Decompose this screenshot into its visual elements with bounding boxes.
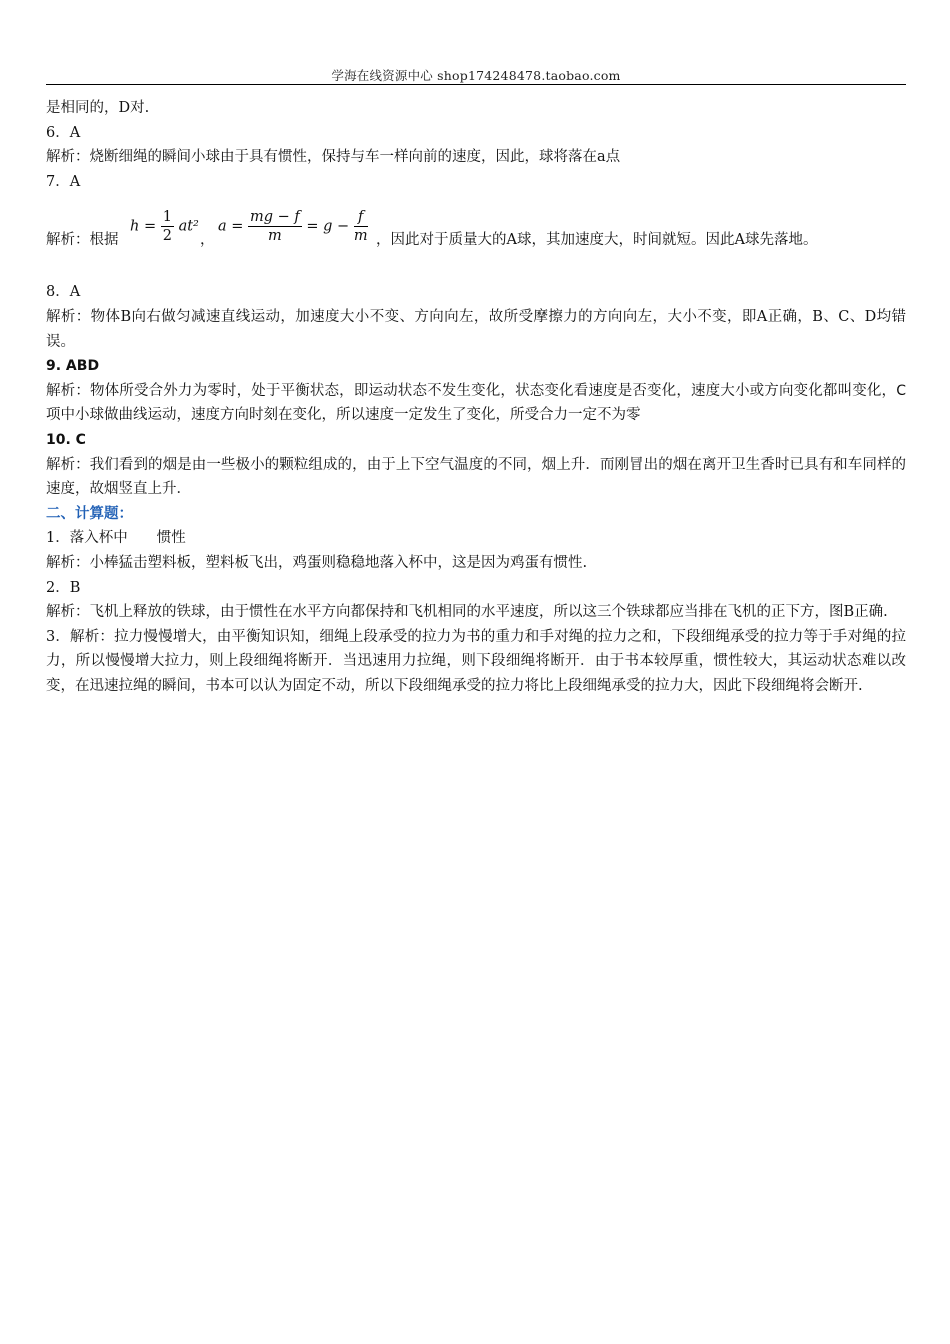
document-body — [46, 96, 906, 698]
analysis-7-suffix: ，因此对于质量大的A球，其加速度大，时间就短。因此A球先落地。 — [376, 232, 818, 249]
answer-8: 8．A — [46, 284, 81, 301]
answer-7: 7．A — [46, 173, 81, 190]
calc-answer-1: 1．落入杯中 惯性 — [46, 530, 186, 547]
analysis-7-prefix: 解析：根据 — [46, 232, 119, 249]
analysis-10: 解析：我们看到的烟是由一些极小的颗粒组成的，由于上下空气温度的不同，烟上升．而刚冒出的烟在离开卫生香时已具有和车同样的速度，故烟竖直上升． — [46, 456, 906, 498]
continued-line: 是相同的，D对. — [46, 100, 150, 116]
calc-analysis-1: 解析：小棒猛击塑料板，塑料板飞出，鸡蛋则稳稳地落入杯中，这是因为鸡蛋有惯性. — [46, 554, 588, 571]
fraction-half: $\frac{1}{2}$ — [162, 209, 172, 245]
calc-analysis-2: 解析：飞机上释放的铁球，由于惯性在水平方向都保持和飞机相同的水平速度，所以这三个铁球都应当排在飞机的正下方，图B正确. — [46, 604, 888, 621]
formula-a: a = $\frac{mg - f}{m}$ = g − $\frac{f}{m}$ — [218, 209, 368, 245]
answer-10: 10. C — [46, 431, 86, 448]
fraction-f-m: $\frac{f}{m}$ — [353, 209, 368, 245]
analysis-8: 解析：物体B向右做匀减速直线运动，加速度大小不变、方向向左，故所受摩擦力的方向向左，大小不变，即A正确，B、C、D均错误。 — [46, 308, 906, 350]
formula-h: h = $\frac{1}{2}$ at² — [130, 209, 199, 245]
calc-answer-2: 2．B — [46, 579, 81, 596]
page-header: 学海在线资源中心 shop174248478.taobao.com — [331, 68, 621, 83]
analysis-9: 解析：物体所受合外力为零时，处于平衡状态，即运动状态不发生变化，状态变化看速度是否变化，速度大小或方向变化都叫变化，C项中小球做曲线运动，速度方向时刻在变化，所以速度一定发生了变化，所受合力一定不为零 — [46, 382, 906, 424]
formula-separator: ， — [200, 232, 215, 249]
header-divider — [46, 84, 906, 85]
fraction-mgf-m: $\frac{mg - f}{m}$ — [250, 209, 300, 245]
analysis-7 — [46, 194, 906, 266]
answer-6: 6．A — [46, 124, 81, 141]
analysis-6: 解析：烧断细绳的瞬间小球由于具有惯性，保持与车一样向前的速度，因此，球将落在a点 — [46, 149, 621, 166]
calc-analysis-3: 3．解析：拉力慢慢增大，由平衡知识知，细绳上段承受的拉力为书的重力和手对绳的拉力之和，下段细绳承受的拉力等于手对绳的拉力，所以慢慢增大拉力，则上段细绳将断开．当迅速用力拉绳，则下段细绳将断开．由于书本较厚重，惯性较大，其运动状态难以改变，在迅速拉绳的瞬间，书本可以认为固定不动，所以下段细绳承受的拉力将比上段细绳承受的拉力大，因此下段细绳将会断开. — [46, 628, 906, 694]
section-heading: 二、计算题： — [46, 505, 133, 522]
answer-9: 9. ABD — [46, 358, 100, 375]
